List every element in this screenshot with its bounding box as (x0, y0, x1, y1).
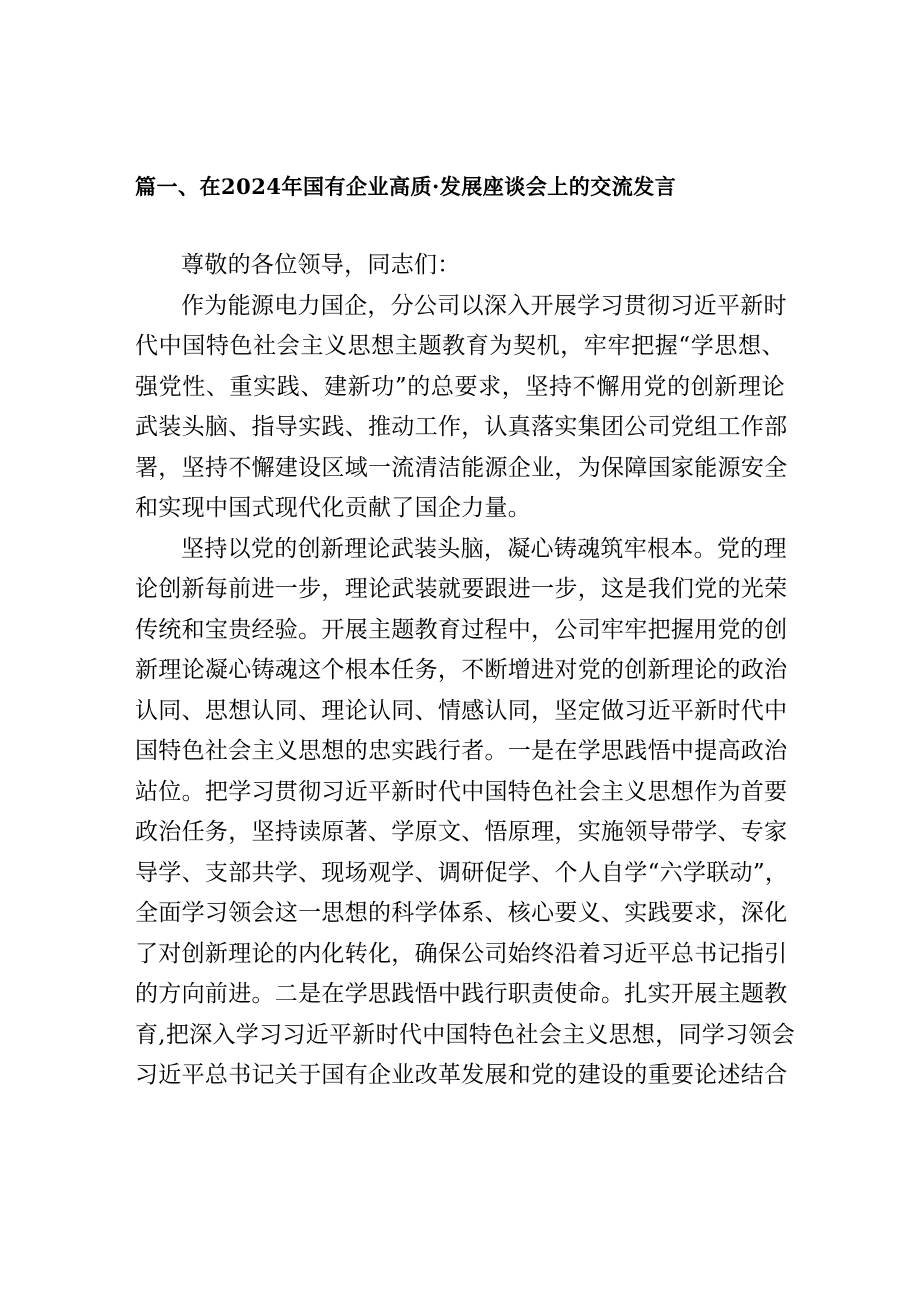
body-line: 和实现中国式现代化贡献了国企力量。 (135, 495, 532, 521)
body-line: 坚持以党的创新理论武装头脑，凝心铸魂筑牢根本。党的理 (181, 535, 787, 562)
body-line: 署，坚持不懈建设区域一流清洁能源企业，为保障国家能源安全 (135, 454, 788, 481)
body-line: 习近平总书记关于国有企业改革发展和党的建设的重要论述结合 (135, 1062, 788, 1088)
body-line: 认同、思想认同、理论认同、情感认同，坚定做习近平新时代中 (135, 697, 788, 724)
body-line: 站位。把学习贯彻习近平新时代中国特色社会主义思想作为首要 (135, 778, 788, 805)
body-line: 国特色社会主义思想的忠实践行者。一是在学思践悟中提高政治 (135, 738, 788, 764)
body-line: 作为能源电力国企，分公司以深入开展学习贯彻习近平新时 (181, 292, 787, 319)
body-line: 了对创新理论的内化转化，确保公司始终沿着习近平总书记指引 (135, 940, 788, 967)
document-title: 篇一、在2024年国有企业高质·发展座谈会上的交流发言 (135, 174, 677, 199)
body-line: 武装头脑、指导实践、推动工作，认真落实集团公司党组工作部 (135, 414, 788, 440)
body-line: 新理论凝心铸魂这个根本任务，不断增进对党的创新理论的政治 (135, 657, 788, 683)
body-line: 强党性、重实践、建新功”的总要求，坚持不懈用党的创新理论 (135, 373, 785, 400)
body-line: 代中国特色社会主义思想主题教育为契机，牢牢把握“学思想、 (135, 333, 785, 359)
body-line: 全面学习领会这一思想的科学体系、核心要义、实践要求，深化 (135, 900, 788, 926)
body-line: 政治任务，坚持读原著、学原文、悟原理，实施领导带学、专家 (135, 819, 788, 845)
body-line: 育,把深入学习习近平新时代中国特色社会主义思想，同学习领会 (135, 1021, 796, 1048)
document-body (135, 245, 796, 1096)
body-line: 论创新每前进一步，理论武装就要跟进一步，这是我们党的光荣 (135, 576, 788, 602)
body-line: 的方向前进。二是在学思践悟中践行职责使命。扎实开展主题教 (135, 981, 788, 1007)
body-line: 尊敬的各位领导，同志们： (181, 252, 461, 278)
body-line: 导学、支部共学、现场观学、调研促学、个人自学“六学联动”， (135, 859, 789, 886)
body-line: 传统和宝贵经验。开展主题教育过程中，公司牢牢把握用党的创 (135, 616, 788, 643)
